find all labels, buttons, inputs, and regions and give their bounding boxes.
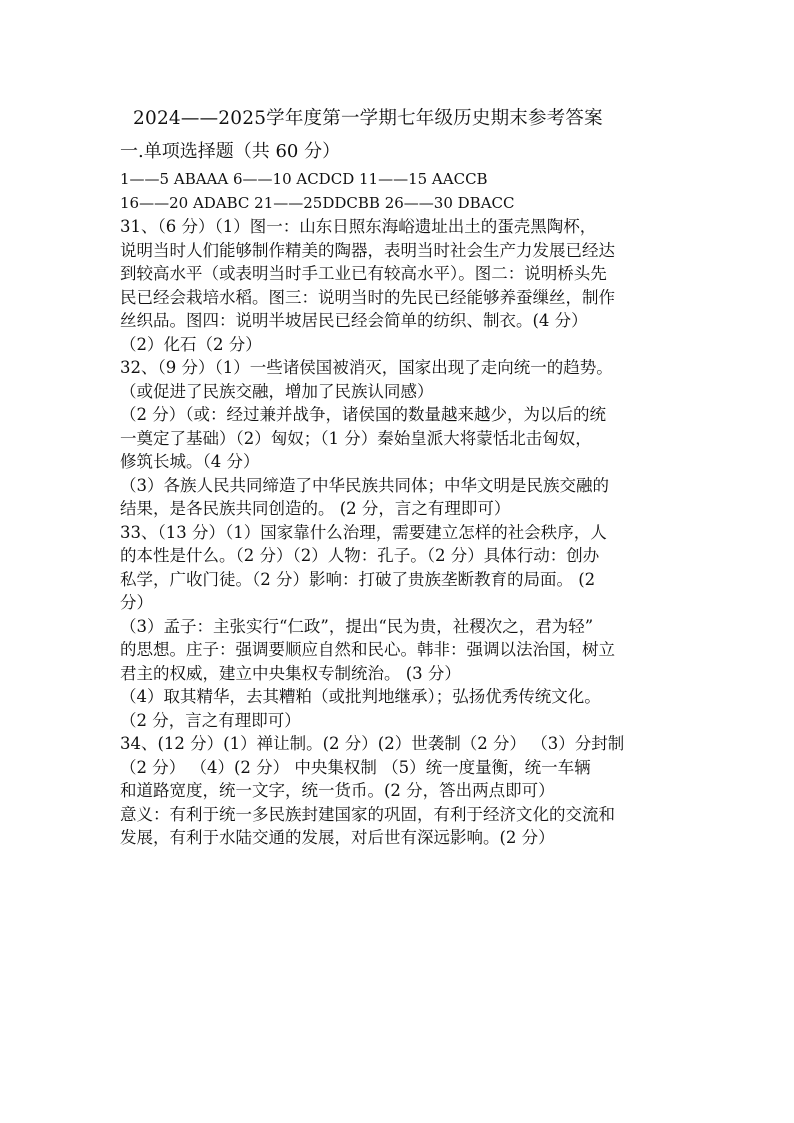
- answer-line: 一奠定了基础）（2）匈奴；（1 分）秦始皇派大将蒙恬北击匈奴，: [120, 428, 592, 448]
- answer-line: （2 分，言之有理即可）: [120, 710, 301, 730]
- answer-line: 分）: [120, 593, 153, 612]
- answer-line: （3）各族人民共同缔造了中华民族共同体；中华文明是民族交融的: [120, 475, 609, 495]
- page-title: 2024——2025学年度第一学期七年级历史期末参考答案: [133, 108, 603, 129]
- section-heading: 一.单项选择题（共 60 分）: [120, 141, 341, 162]
- answer-line: 说明当时人们能够制作精美的陶器，表明当时社会生产力发展已经达: [120, 240, 615, 260]
- answer-line: 32、（9 分）（1）一些诸侯国被消灭，国家出现了走向统一的趋势。: [120, 358, 613, 377]
- answer-line: （2 分）（或：经过兼并战争，诸侯国的数量越来越少，为以后的统: [120, 405, 606, 424]
- answer-line: 到较高水平（或表明当时手工业已有较高水平）。图二：说明桥头先: [120, 264, 607, 283]
- answer-line: （3）孟子：主张实行“仁政”，提出“民为贵，社稷次之，君为轻”: [120, 616, 594, 636]
- answer-line: （4）取其精华，去其糟粕（或批判地继承）；弘扬优秀传统文化。: [120, 687, 601, 706]
- answer-line: 的思想。庄子：强调要顺应自然和民心。韩非：强调以法治国，树立: [120, 640, 615, 659]
- answer-body: [120, 139, 700, 850]
- answer-line: 结果，是各民族共同创造的。 (2 分，言之有理即可）: [120, 499, 511, 518]
- answer-line: 33、（13 分）（1）国家靠什么治理，需要建立怎样的社会秩序，人: [120, 522, 607, 542]
- answer-line: （或促进了民族交融，增加了民族认同感）: [120, 381, 434, 401]
- answer-line: 意义：有利于统一多民族封建国家的巩固，有利于经济文化的交流和: [120, 804, 615, 824]
- answer-line: 修筑长城。（4 分）: [120, 452, 260, 471]
- mcq-answers-row-1: 1——5 ABAAA 6——10 ACDCD 11——15 AACCB: [120, 170, 488, 188]
- answer-line: 发展，有利于水陆交通的发展，对后世有深远影响。(2 分）: [120, 828, 555, 847]
- answer-line: （2）化石（2 分）: [120, 334, 262, 354]
- answer-line: 34、(12 分）(1）禅让制。(2 分）(2）世袭制（2 分） （3）分封制: [120, 734, 625, 753]
- answer-line: 私学，广收门徒。（2 分）影响：打破了贵族垄断教育的局面。 (2: [120, 569, 596, 589]
- answer-line: 民已经会栽培水稻。图三：说明当时的先民已经能够养蚕缫丝，制作: [120, 287, 615, 307]
- answer-line: 丝织品。图四：说明半坡居民已经会简单的纺织、制衣。(4 分）: [120, 311, 588, 330]
- mcq-answers-row-2: 16——20 ADABC 21——25DDCBB 26——30 DBACC: [120, 193, 515, 212]
- answer-line: 31、（6 分）（1）图一：山东日照东海峪遗址出土的蛋壳黑陶杯，: [120, 217, 597, 236]
- answer-line: 君主的权威，建立中央集权专制统治。 (3 分）: [120, 663, 461, 683]
- answer-line: 和道路宽度，统一文字，统一货币。(2 分，答出两点即可）: [120, 781, 555, 800]
- answer-line: 的本性是什么。（2 分）（2）人物：孔子。（2 分）具体行动：创办: [120, 546, 600, 565]
- answer-line: （2 分） （4）(2 分） 中央集权制 （5）统一度量衡，统一车辆: [120, 757, 591, 777]
